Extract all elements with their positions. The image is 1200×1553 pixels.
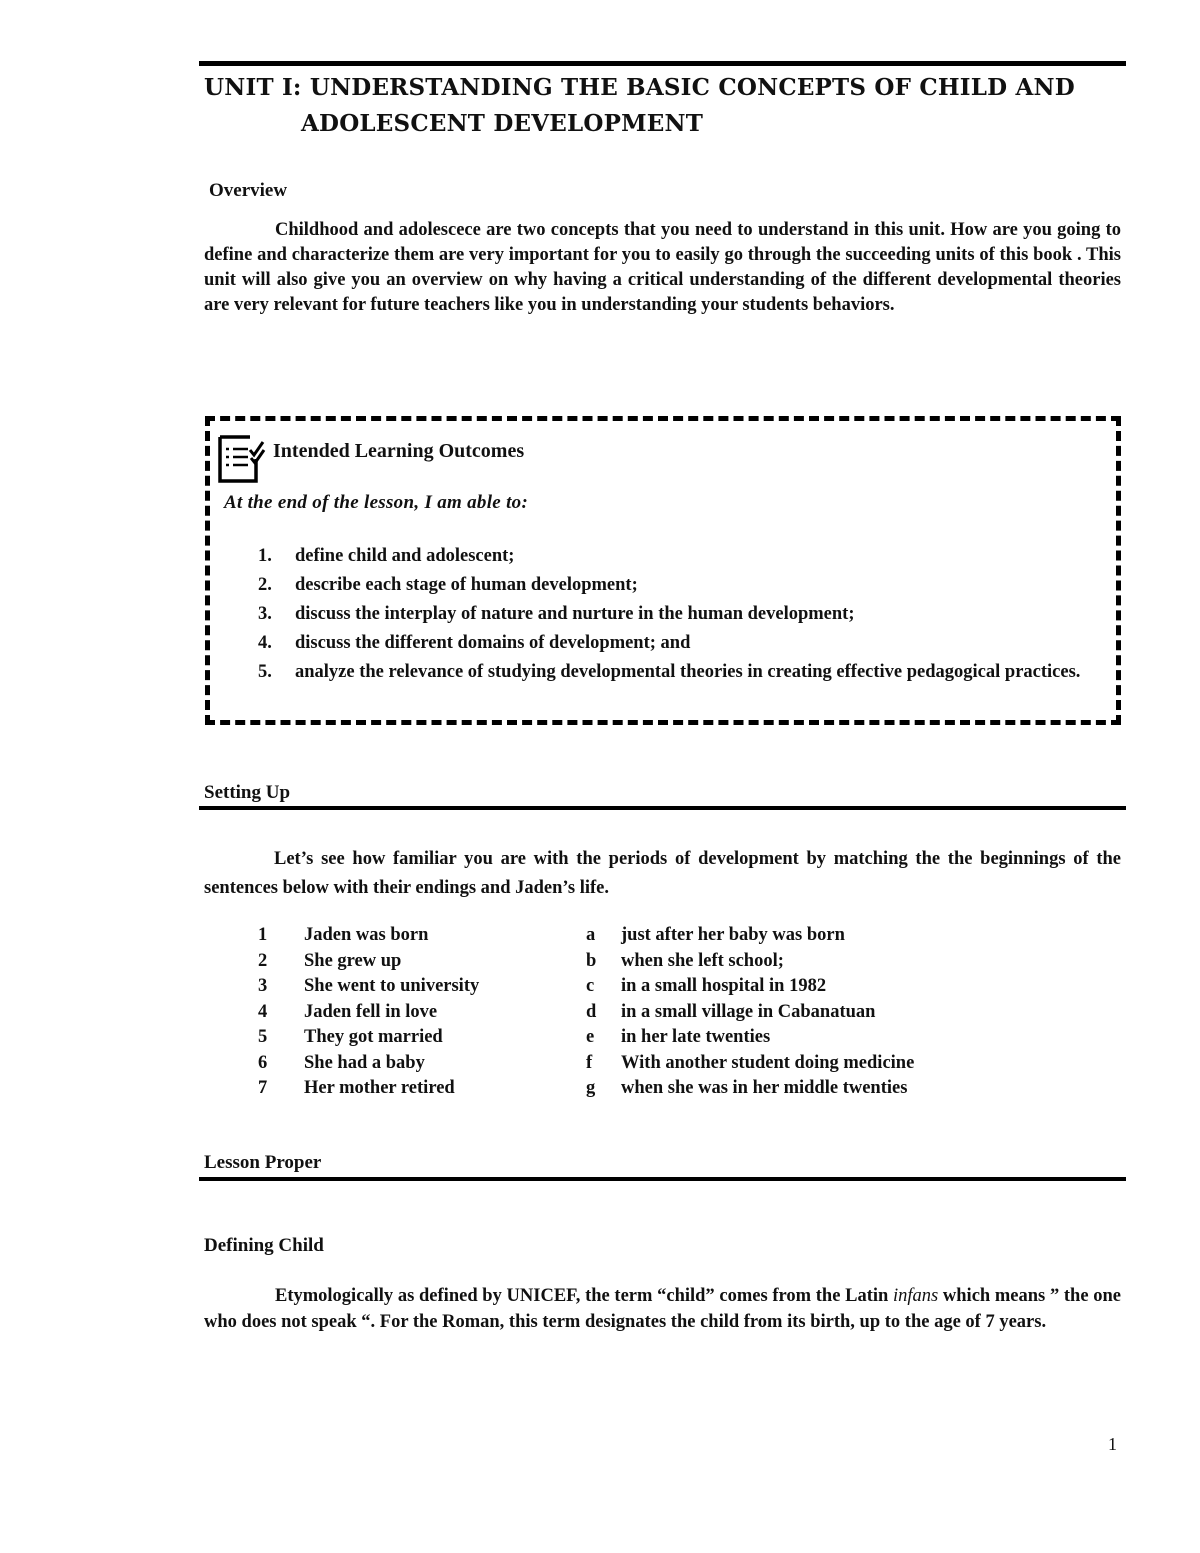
table-row bbox=[258, 1025, 1021, 1051]
row-number: 6 bbox=[258, 1052, 268, 1073]
sentence-beginning: She had a baby bbox=[304, 1052, 425, 1073]
row-letter: d bbox=[586, 1001, 597, 1022]
table-row bbox=[258, 974, 1021, 1000]
list-item-text: describe each stage of human development; bbox=[295, 575, 638, 595]
list-item-text: analyze the relevance of studying developmental theories in creating effective pedagogical practices. bbox=[295, 662, 1081, 682]
sentence-ending: in her late twenties bbox=[621, 1027, 771, 1047]
checklist-icon bbox=[216, 433, 268, 485]
sentence-ending: just after her baby was born bbox=[621, 925, 845, 945]
list-item-number: 1. bbox=[258, 546, 272, 566]
sentence-ending: when she was in her middle twenties bbox=[621, 1078, 908, 1098]
page-number: 1 bbox=[1108, 1434, 1117, 1454]
list-item-number: 5. bbox=[258, 662, 272, 682]
sentence-beginning: She grew up bbox=[304, 950, 402, 971]
sentence-beginning: They got married bbox=[304, 1027, 443, 1047]
list-item-number: 4. bbox=[258, 633, 272, 653]
learning-outcomes-list bbox=[258, 542, 1108, 687]
unit-title-line1: UNIT I: UNDERSTANDING THE BASIC CONCEPTS OF CHILD AND bbox=[204, 74, 1075, 101]
row-number: 7 bbox=[258, 1078, 268, 1098]
list-item-text: discuss the different domains of development; and bbox=[295, 633, 691, 653]
setting-up-rule bbox=[199, 806, 1126, 810]
row-letter: e bbox=[586, 1027, 595, 1047]
row-letter: g bbox=[586, 1078, 596, 1098]
row-letter: b bbox=[586, 950, 597, 971]
defining-child-text-before: Etymologically as defined by UNICEF, the term “child” comes from the Latin bbox=[275, 1286, 893, 1306]
learning-outcomes-title: Intended Learning Outcomes bbox=[273, 440, 525, 462]
lesson-proper-rule bbox=[199, 1177, 1126, 1181]
sentence-ending: in a small hospital in 1982 bbox=[621, 976, 827, 996]
sentence-ending: in a small village in Cabanatuan bbox=[621, 1001, 876, 1022]
unit-title bbox=[204, 70, 1104, 142]
sentence-beginning: She went to university bbox=[304, 976, 480, 996]
defining-child-latin-term: infans bbox=[892, 1286, 939, 1306]
defining-child-paragraph bbox=[204, 1283, 1121, 1335]
defining-child-heading: Defining Child bbox=[204, 1235, 324, 1256]
list-item bbox=[258, 542, 1108, 571]
defining-child-text-after: which means ” the one who does not speak “. For the Roman, this term designates the child from its birth, up to the age of 7 years. bbox=[204, 1286, 1121, 1332]
table-row bbox=[258, 923, 1021, 949]
unit-title-line2: ADOLESCENT DEVELOPMENT bbox=[301, 110, 704, 137]
row-number: 1 bbox=[258, 925, 268, 945]
list-item bbox=[258, 600, 1108, 629]
sentence-beginning: Jaden fell in love bbox=[304, 1001, 438, 1022]
row-number: 2 bbox=[258, 950, 268, 971]
table-row bbox=[258, 1076, 1021, 1102]
overview-paragraph: Childhood and adolescece are two concepts that you need to understand in this unit. How are you going to define and characterize them are very important for you to easily go through the succeeding units of this book . This unit will also give you an overview on why having a critical understanding of the different developmental theories are very relevant for future teachers like you in understanding your students behaviors. bbox=[204, 220, 1121, 315]
lesson-proper-heading: Lesson Proper bbox=[204, 1152, 322, 1173]
overview-heading: Overview bbox=[209, 180, 288, 201]
list-item bbox=[258, 629, 1108, 658]
list-item-text: define child and adolescent; bbox=[295, 546, 515, 566]
row-letter: a bbox=[586, 925, 596, 945]
sentence-beginning: Jaden was born bbox=[304, 925, 429, 945]
list-item-number: 3. bbox=[258, 604, 272, 624]
sentence-ending: With another student doing medicine bbox=[621, 1052, 915, 1073]
list-item bbox=[258, 571, 1108, 600]
list-item-number: 2. bbox=[258, 575, 272, 595]
row-number: 5 bbox=[258, 1027, 268, 1047]
learning-outcomes-lead: At the end of the lesson, I am able to: bbox=[224, 492, 529, 513]
sentence-beginning: Her mother retired bbox=[304, 1078, 455, 1098]
setting-up-paragraph: Let’s see how familiar you are with the periods of development by matching the the beginnings of the sentences below with their endings and Jaden’s life. bbox=[204, 849, 1121, 898]
matching-table bbox=[258, 923, 1021, 1102]
setting-up-heading: Setting Up bbox=[204, 782, 291, 803]
table-row bbox=[258, 949, 1021, 975]
top-rule bbox=[199, 61, 1126, 66]
table-row bbox=[258, 1051, 1021, 1077]
row-number: 3 bbox=[258, 976, 268, 996]
list-item-text: discuss the interplay of nature and nurture in the human development; bbox=[295, 604, 855, 624]
row-letter: c bbox=[586, 976, 595, 996]
row-letter: f bbox=[586, 1052, 593, 1073]
list-item bbox=[258, 658, 1108, 687]
sentence-ending: when she left school; bbox=[621, 950, 784, 971]
table-row bbox=[258, 1000, 1021, 1026]
row-number: 4 bbox=[258, 1001, 268, 1022]
